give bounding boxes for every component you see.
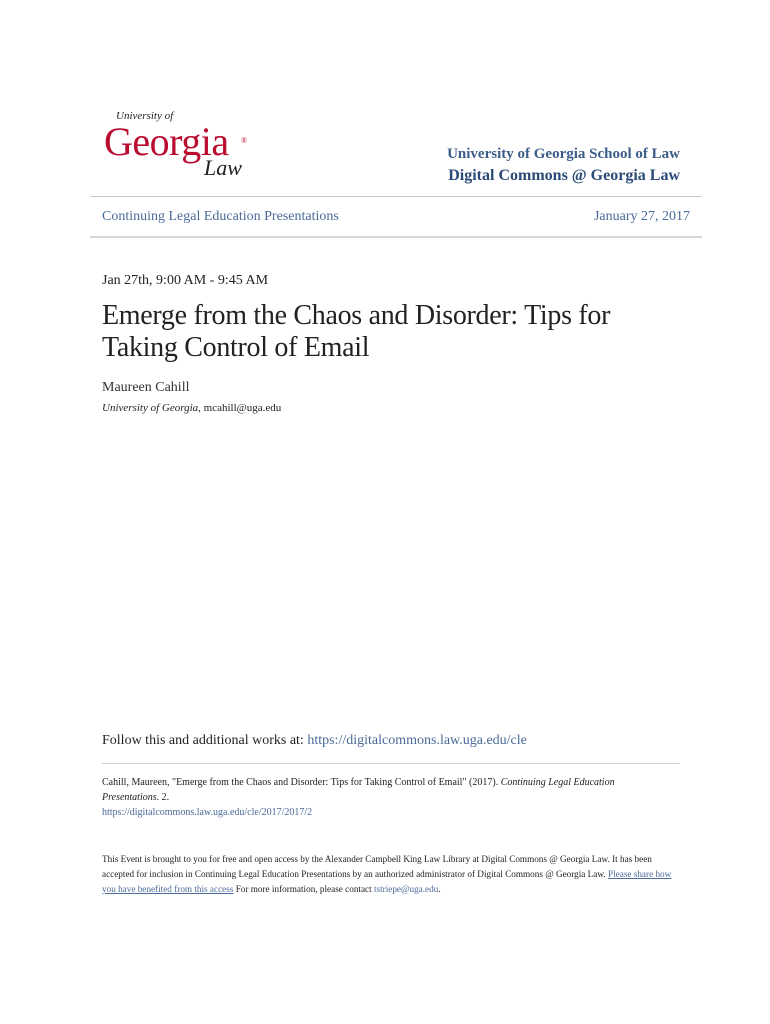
- citation-block: [102, 775, 672, 820]
- access-notice: [102, 852, 672, 897]
- citation-url[interactable]: https://digitalcommons.law.uga.edu/cle/2017/2017/2: [102, 807, 313, 818]
- series-link[interactable]: Continuing Legal Education Presentations: [102, 209, 339, 224]
- citation-number: . 2.: [156, 792, 170, 803]
- logo-law: Law: [204, 155, 242, 180]
- follow-divider: [102, 763, 680, 764]
- event-time: Jan 27th, 9:00 AM - 9:45 AM: [102, 273, 269, 288]
- citation-series: Continuing Legal Education Presentations: [102, 777, 615, 803]
- contact-email-link[interactable]: tstriepe@uga.edu: [373, 884, 439, 894]
- institution-name[interactable]: University of Georgia School of Law: [447, 146, 680, 162]
- notice-text: This Event is brought to you for free and open access by the Alexander Campbell King Law Library at Digital Commons @ Georgia Law. It has been accepted for inclusion in Continuing Legal Education Presentations by an authorized administrator of Digital Commons @ Georgia Law.: [102, 854, 652, 879]
- logo-georgia: Georgia: [104, 119, 229, 164]
- notice-end: .: [438, 884, 441, 894]
- follow-line: [102, 733, 527, 749]
- notice-more-info: For more information, please contact: [233, 884, 374, 894]
- uga-law-logo: [104, 108, 264, 188]
- logo-registered-mark: ®: [241, 136, 248, 145]
- affiliation-institution: University of Georgia: [102, 402, 199, 414]
- citation-text: Cahill, Maureen, "Emerge from the Chaos and Disorder: Tips for Taking Control of Email" (2017).: [102, 777, 501, 788]
- follow-link[interactable]: https://digitalcommons.law.uga.edu/cle: [307, 733, 527, 748]
- follow-label: Follow this and additional works at:: [102, 733, 308, 748]
- affiliation-email: , mcahill@uga.edu: [198, 402, 282, 414]
- document-title: Emerge from the Chaos and Disorder: Tips for Taking Control of Email: [102, 300, 611, 363]
- series-divider: [90, 236, 702, 238]
- share-link[interactable]: Please share how you have benefited from this access: [102, 869, 672, 894]
- header-divider: [90, 196, 702, 197]
- logo-university-of: University of: [116, 110, 174, 122]
- author-name: Maureen Cahill: [102, 380, 190, 395]
- author-affiliation: [102, 402, 281, 414]
- repository-name[interactable]: Digital Commons @ Georgia Law: [448, 167, 680, 184]
- publication-date: January 27, 2017: [593, 209, 690, 224]
